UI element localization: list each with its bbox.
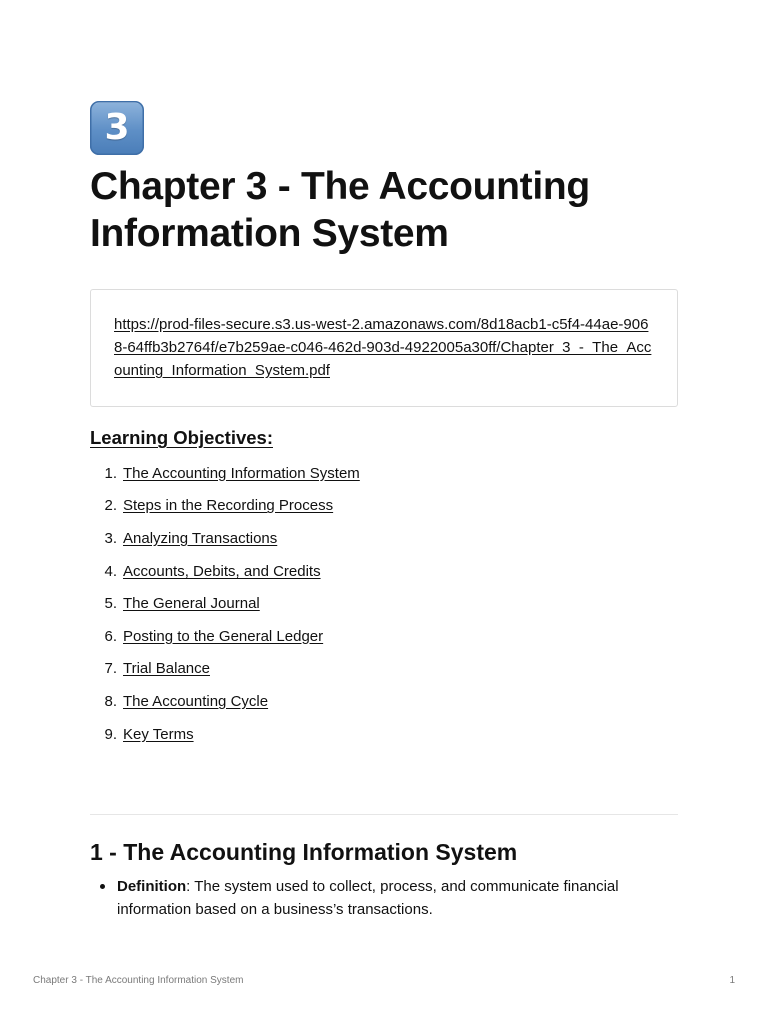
list-item: [90, 522, 360, 555]
list-item: [90, 587, 360, 620]
section-bullet-list: [90, 875, 678, 921]
list-item: [90, 457, 360, 490]
list-item: [90, 490, 360, 523]
definition-text: : The system used to collect, process, and communicate financial information based on a business’s transactions.: [117, 878, 619, 918]
footer-page-number: 1: [729, 975, 735, 986]
objective-link-analyzing-transactions[interactable]: Analyzing Transactions: [123, 529, 278, 547]
list-item: [90, 653, 360, 686]
definition-term: Definition: [117, 878, 187, 895]
list-item: [90, 875, 678, 921]
list-item: [90, 718, 360, 751]
objective-link-general-journal[interactable]: The General Journal: [123, 595, 260, 613]
list-number: 9.: [104, 725, 117, 743]
section-divider: [90, 814, 678, 815]
objective-link-accounting-information-system[interactable]: The Accounting Information System: [123, 464, 360, 482]
list-number: 6.: [104, 627, 117, 645]
list-number: 3.: [104, 529, 117, 547]
objective-link-general-ledger[interactable]: Posting to the General Ledger: [123, 627, 324, 645]
list-number: 7.: [104, 660, 117, 678]
list-number: 1.: [104, 464, 117, 482]
footer-document-title: Chapter 3 - The Accounting Information System: [33, 975, 244, 986]
objective-link-accounting-cycle[interactable]: The Accounting Cycle: [123, 692, 269, 710]
section-heading: 1 - The Accounting Information System: [90, 839, 518, 865]
learning-objectives-heading: Learning Objectives:: [90, 427, 273, 448]
page-icon-glyph: 3: [104, 107, 130, 148]
objective-link-recording-process[interactable]: Steps in the Recording Process: [123, 497, 334, 515]
list-number: 2.: [104, 497, 117, 515]
page-title: Chapter 3 - The Accounting Information System: [90, 165, 590, 255]
list-number: 5.: [104, 595, 117, 613]
list-item: [90, 685, 360, 718]
learning-objectives-list: [90, 457, 360, 750]
bullet-icon: [100, 884, 105, 889]
keycap-3-icon: [90, 101, 144, 155]
objective-link-trial-balance[interactable]: Trial Balance: [123, 660, 210, 678]
list-number: 4.: [104, 562, 117, 580]
pdf-file-link[interactable]: https://prod-files-secure.s3.us-west-2.amazonaws.com/8d18acb1-c5f4-44ae-9068-64ffb3b2764f/e7b259ae-c046-462d-903d-4922005a30ff/Chapter_3_-_The_Accounting_Information_System.pdf: [114, 316, 652, 379]
list-number: 8.: [104, 692, 117, 710]
list-item: [90, 620, 360, 653]
list-item: [90, 555, 360, 588]
file-link-box: [90, 289, 678, 407]
objective-link-accounts-debits-credits[interactable]: Accounts, Debits, and Credits: [123, 562, 321, 580]
objective-link-key-terms[interactable]: Key Terms: [123, 725, 194, 743]
